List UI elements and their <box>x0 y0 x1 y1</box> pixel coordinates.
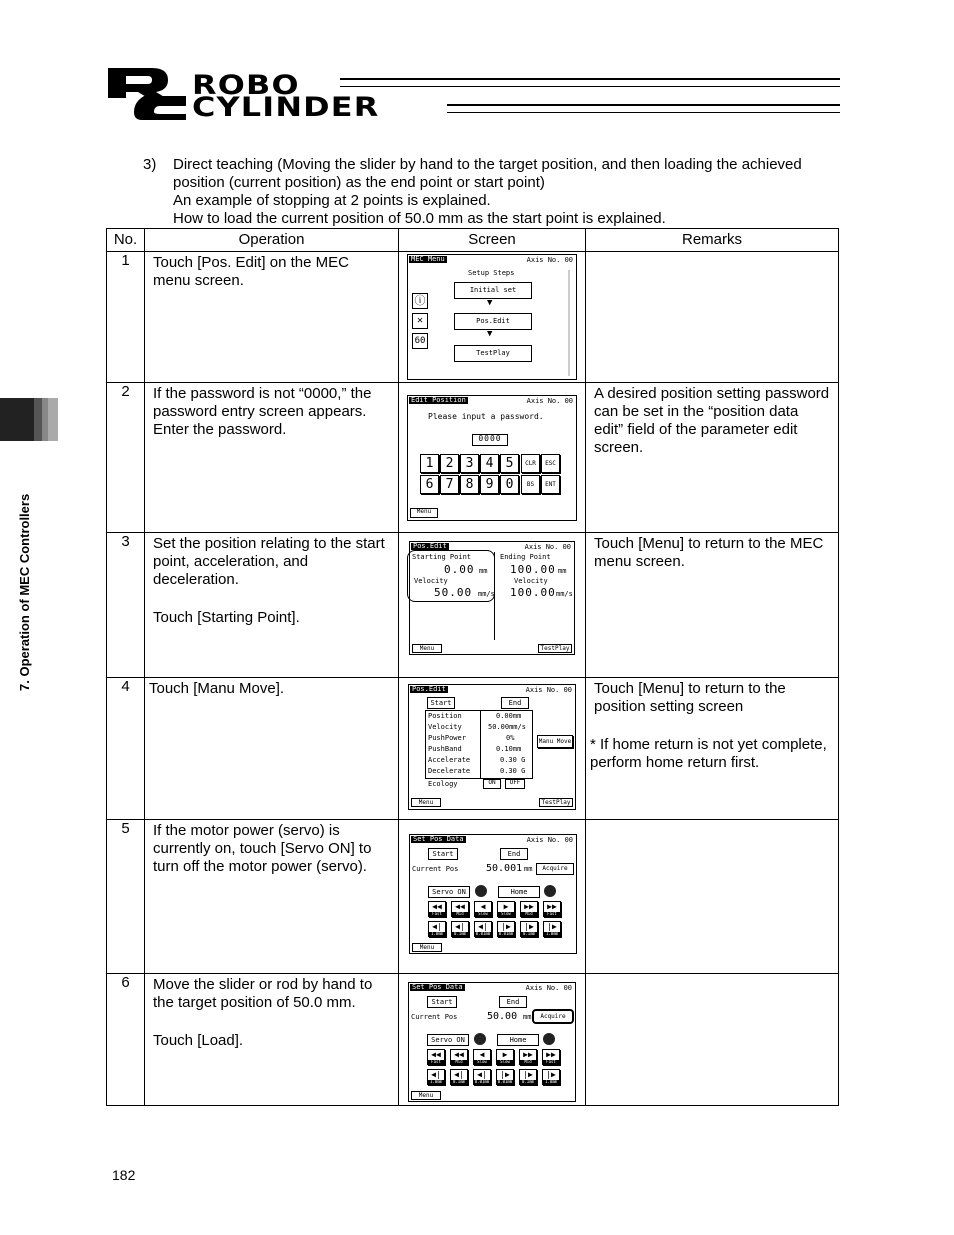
jog-label: 0.01mm <box>474 1079 490 1084</box>
inch-forward-1mm-button[interactable]: |▶ 1.0mm <box>542 1069 560 1085</box>
key-4[interactable]: 4 <box>480 454 499 473</box>
param-value[interactable]: 0.30 G <box>500 756 526 764</box>
chapter-label: 7. Operation of MEC Controllers <box>17 493 32 691</box>
jog-label: Slow <box>475 912 491 916</box>
arrow-down-icon: ▼ <box>487 298 493 308</box>
param-label: Accelerate <box>428 756 471 764</box>
parameter-table <box>425 710 533 779</box>
jog-backward-fast-button[interactable]: ◀◀ Fast <box>428 901 446 917</box>
acquire-button[interactable]: Acquire <box>536 863 574 875</box>
key-9[interactable]: 9 <box>480 475 499 494</box>
screen-title: Pos.Edit <box>413 542 447 550</box>
jog-label: Mid <box>452 912 468 916</box>
pos-edit-button[interactable]: Pos.Edit <box>454 313 532 330</box>
jog-forward-mid-button[interactable]: ▶▶ Mid <box>520 901 538 917</box>
testplay-button[interactable]: TestPlay <box>538 644 572 653</box>
step-operation: Touch [Load]. <box>153 1032 244 1049</box>
param-label: Decelerate <box>428 767 471 775</box>
home-button[interactable]: Home <box>497 1034 539 1046</box>
end-button[interactable]: End <box>500 848 528 860</box>
screen-mec-menu <box>407 254 577 380</box>
menu-button[interactable]: Menu <box>412 943 442 952</box>
current-pos-label: Current Pos <box>412 865 459 873</box>
axis-number: Axis No. 00 <box>524 543 571 551</box>
end-button[interactable]: End <box>499 996 527 1008</box>
inch-backward-0-01mm-button[interactable]: ◀| 0.01mm <box>475 922 491 936</box>
header-rule <box>340 86 840 87</box>
screen-title: Pos.Edit <box>412 685 446 693</box>
chapter-tab <box>0 398 58 441</box>
inch-forward-0-1mm-button[interactable]: |▶ 0.1mm <box>519 1069 537 1085</box>
starting-point-value: 0.00 <box>444 563 475 576</box>
rc-logo-icon <box>108 68 186 120</box>
setup-steps-label: Setup Steps <box>468 269 515 277</box>
header-remarks: Remarks <box>586 229 839 252</box>
param-label: PushPower <box>428 734 466 742</box>
inch-backward-0-1mm-button[interactable]: ◀| 0.1mm <box>451 921 469 937</box>
ecology-label: Ecology <box>428 780 458 788</box>
step-remarks: * If home return is not yet complete, perform home return first. <box>590 736 827 771</box>
step-operation: Move the slider or rod by hand to the target position of 50.0 mm. <box>153 976 373 1011</box>
key-1[interactable]: 1 <box>420 454 439 473</box>
step-operation: Touch [Manu Move]. <box>149 680 285 697</box>
key-clr[interactable]: CLR <box>521 454 540 473</box>
param-value[interactable]: 0.00mm <box>496 712 522 720</box>
key-8[interactable]: 8 <box>460 475 479 494</box>
ending-point-label: Ending Point <box>500 553 551 561</box>
unit-label: mm <box>524 865 533 873</box>
header-rule <box>340 78 840 80</box>
inch-backward-0-1mm-button[interactable]: ◀| 0.1mm <box>450 1069 468 1085</box>
axis-number: Axis No. 00 <box>526 256 573 264</box>
key-bs[interactable]: BS <box>521 475 540 494</box>
axis-number: Axis No. 00 <box>525 686 572 694</box>
jog-forward-mid-button[interactable]: ▶▶ Mid <box>519 1049 537 1065</box>
screen-set-pos-data-load <box>408 982 576 1102</box>
step-remarks <box>586 252 838 254</box>
header-rule <box>447 112 840 113</box>
jog-label: 0.1mm <box>522 931 536 936</box>
page-number: 182 <box>112 1167 136 1183</box>
home-status-icon <box>544 885 556 897</box>
param-label: PushBand <box>428 745 462 753</box>
ecology-off-button[interactable]: OFF <box>505 779 525 789</box>
inch-forward-0-01mm-button[interactable]: |▶ 0.01mm <box>498 922 514 936</box>
start-button[interactable]: Start <box>427 996 457 1008</box>
jog-backward-mid-button[interactable]: ◀◀ Mid <box>450 1049 468 1065</box>
key-3[interactable]: 3 <box>460 454 479 473</box>
jog-label: 1.0mm <box>544 1079 558 1084</box>
table-row <box>107 974 839 1106</box>
scrollbar[interactable] <box>568 270 570 376</box>
unit-label: mm/s <box>556 590 573 598</box>
table-row <box>107 533 839 678</box>
key-esc[interactable]: ESC <box>541 454 560 473</box>
home-button[interactable]: Home <box>498 886 540 898</box>
velocity-label: Velocity <box>514 577 548 585</box>
step-operation: Touch [Pos. Edit] on the MEC menu screen. <box>153 254 349 289</box>
info-icon[interactable]: ⓘ <box>412 293 428 309</box>
header-operation: Operation <box>145 229 399 252</box>
step-remarks <box>586 974 838 976</box>
screen-title: MEC Menu <box>411 255 445 263</box>
velocity-value: 50.00 <box>434 586 473 599</box>
step-number: 3 <box>107 533 145 678</box>
step-operation: If the motor power (servo) is currently on, touch [Servo ON] to turn off the motor power (servo). <box>153 822 372 875</box>
step-operation: Set the position relating to the start point, acceleration, and deceleration. <box>153 535 385 588</box>
steps-table <box>106 228 839 1106</box>
table-row <box>107 252 839 383</box>
table-row <box>107 820 839 974</box>
end-button[interactable]: End <box>501 697 529 709</box>
param-value[interactable]: 0% <box>506 734 515 742</box>
velocity-value[interactable]: 100.00 <box>510 586 556 599</box>
start-button[interactable]: Start <box>428 848 458 860</box>
servo-on-button[interactable]: Servo ON <box>428 886 470 898</box>
step-operation: Touch [Starting Point]. <box>153 609 300 626</box>
screen-title: Set Pos Data <box>412 983 463 991</box>
screen-password <box>407 395 577 521</box>
jog-label: 0.1mm <box>521 1079 535 1084</box>
servo-status-icon <box>475 885 487 897</box>
table-row <box>107 383 839 533</box>
jog-label: 0.01mm <box>498 931 514 936</box>
lifecycle-icon[interactable]: 60 <box>412 333 428 349</box>
screen-title: Set Pos Data <box>413 835 464 843</box>
inch-forward-0-01mm-button[interactable]: |▶ 0.01mm <box>497 1070 513 1084</box>
jog-label: Fast <box>429 912 445 916</box>
manu-move-button[interactable]: Manu Move <box>537 735 573 748</box>
jog-label: 0.01mm <box>497 1079 513 1084</box>
key-7[interactable]: 7 <box>440 475 459 494</box>
jog-backward-slow-button[interactable]: ◀ Slow <box>473 1049 491 1065</box>
jog-forward-fast-button[interactable]: ▶▶ Fast <box>543 901 561 917</box>
key-0[interactable]: 0 <box>500 475 519 494</box>
step-number: 4 <box>107 678 145 820</box>
jog-label: Slow <box>497 1060 513 1064</box>
param-value[interactable]: 0.30 G <box>500 767 526 775</box>
jog-label: 1.0mm <box>430 931 444 936</box>
intro-number: 3) <box>143 156 157 173</box>
header-rule <box>447 104 840 106</box>
ecology-on-button[interactable]: ON <box>483 779 501 789</box>
jog-forward-slow-button[interactable]: ▶ Slow <box>497 901 515 917</box>
current-pos-value: 50.00 <box>487 1011 518 1022</box>
inch-forward-1mm-button[interactable]: |▶ 1.0mm <box>543 921 561 937</box>
unit-label: mm <box>558 567 567 575</box>
ending-point-value[interactable]: 100.00 <box>510 563 556 576</box>
header-no: No. <box>107 229 145 252</box>
password-field[interactable]: 0000 <box>472 434 508 446</box>
unit-label: mm <box>479 567 488 575</box>
arrow-down-icon: ▼ <box>487 329 493 339</box>
step-number: 2 <box>107 383 145 533</box>
axis-number: Axis No. 00 <box>526 836 573 844</box>
jog-label: Fast <box>428 1060 444 1064</box>
jog-forward-slow-button[interactable]: ▶ Slow <box>496 1049 514 1065</box>
current-pos-label: Current Pos <box>411 1013 458 1021</box>
intro-line: position (current position) as the end point or start point) <box>173 174 545 191</box>
jog-label: 1.0mm <box>545 931 559 936</box>
servo-status-icon <box>474 1033 486 1045</box>
screen-pos-edit-summary <box>409 541 575 655</box>
table-row <box>107 678 839 820</box>
jog-backward-mid-button[interactable]: ◀◀ Mid <box>451 901 469 917</box>
param-value[interactable]: 0.10mm <box>496 745 522 753</box>
inch-backward-1mm-button[interactable]: ◀| 1.0mm <box>428 921 446 937</box>
step-remarks <box>586 820 838 822</box>
jog-label: 0.01mm <box>475 931 491 936</box>
inch-forward-0-1mm-button[interactable]: |▶ 0.1mm <box>520 921 538 937</box>
logo-word-robo: ROBO <box>192 70 300 101</box>
jog-label: Fast <box>544 912 560 916</box>
menu-button[interactable]: Menu <box>412 644 442 653</box>
initial-set-button[interactable]: Initial set <box>454 282 532 299</box>
servo-on-button[interactable]: Servo ON <box>427 1034 469 1046</box>
jog-forward-fast-button[interactable]: ▶▶ Fast <box>542 1049 560 1065</box>
intro-line: Direct teaching (Moving the slider by hand to the target position, and then loading the achieved <box>173 156 802 173</box>
unit-label: mm <box>523 1013 532 1021</box>
jog-label: Mid <box>451 1060 467 1064</box>
key-ent[interactable]: ENT <box>541 475 560 494</box>
intro-line: An example of stopping at 2 points is explained. <box>173 192 491 209</box>
step-number: 5 <box>107 820 145 974</box>
starting-point-label: Starting Point <box>412 553 472 561</box>
table-header-row <box>107 229 839 252</box>
key-5[interactable]: 5 <box>500 454 519 473</box>
jog-backward-slow-button[interactable]: ◀ Slow <box>474 901 492 917</box>
unit-label: mm/s <box>478 590 495 598</box>
step-remarks: Touch [Menu] to return to the MEC menu screen. <box>594 535 824 570</box>
step-remarks: A desired position setting password can be set in the “position data edit” field of the parameter edit screen. <box>594 385 830 456</box>
key-6[interactable]: 6 <box>420 475 439 494</box>
param-label: Velocity <box>428 723 462 731</box>
axis-number: Axis No. 00 <box>526 397 573 405</box>
acquire-button[interactable]: Acquire <box>533 1010 573 1023</box>
axis-number: Axis No. 00 <box>525 984 572 992</box>
step-number: 6 <box>107 974 145 1106</box>
jog-label: 1.0mm <box>429 1079 443 1084</box>
jog-backward-fast-button[interactable]: ◀◀ Fast <box>427 1049 445 1065</box>
jog-label: 0.1mm <box>453 931 467 936</box>
jog-label: 0.1mm <box>452 1079 466 1084</box>
intro-line: How to load the current position of 50.0 mm as the start point is explained. <box>173 210 666 227</box>
key-2[interactable]: 2 <box>440 454 459 473</box>
inch-backward-1mm-button[interactable]: ◀| 1.0mm <box>427 1069 445 1085</box>
screen-title: Edit Position <box>411 396 466 404</box>
jog-label: Fast <box>543 1060 559 1064</box>
jog-label: Slow <box>498 912 514 916</box>
tools-icon[interactable]: ✕ <box>412 313 428 329</box>
header-screen: Screen <box>399 229 586 252</box>
logo-word-cylinder: CYLINDER <box>192 92 380 123</box>
home-status-icon <box>543 1033 555 1045</box>
menu-button[interactable]: Menu <box>411 798 441 807</box>
velocity-label: Velocity <box>414 577 448 585</box>
screen-pos-edit-detail <box>408 684 576 810</box>
menu-button[interactable]: Menu <box>410 508 438 518</box>
password-prompt: Please input a password. <box>428 412 544 421</box>
start-button[interactable]: Start <box>427 697 455 709</box>
inch-backward-0-01mm-button[interactable]: ◀| 0.01mm <box>474 1070 490 1084</box>
jog-label: Slow <box>474 1060 490 1064</box>
jog-label: Mid <box>520 1060 536 1064</box>
step-number: 1 <box>107 252 145 383</box>
param-label: Position <box>428 712 462 720</box>
step-operation: If the password is not “0000,” the password entry screen appears. Enter the password. <box>153 385 372 438</box>
param-value[interactable]: 50.00mm/s <box>488 723 526 731</box>
testplay-button[interactable]: TestPlay <box>454 345 532 362</box>
jog-label: Mid <box>521 912 537 916</box>
menu-button[interactable]: Menu <box>411 1091 441 1100</box>
testplay-button[interactable]: TestPlay <box>539 798 573 807</box>
step-remarks: Touch [Menu] to return to the position setting screen <box>594 680 786 715</box>
screen-set-pos-data <box>409 834 577 954</box>
current-pos-value: 50.001 <box>486 863 523 874</box>
